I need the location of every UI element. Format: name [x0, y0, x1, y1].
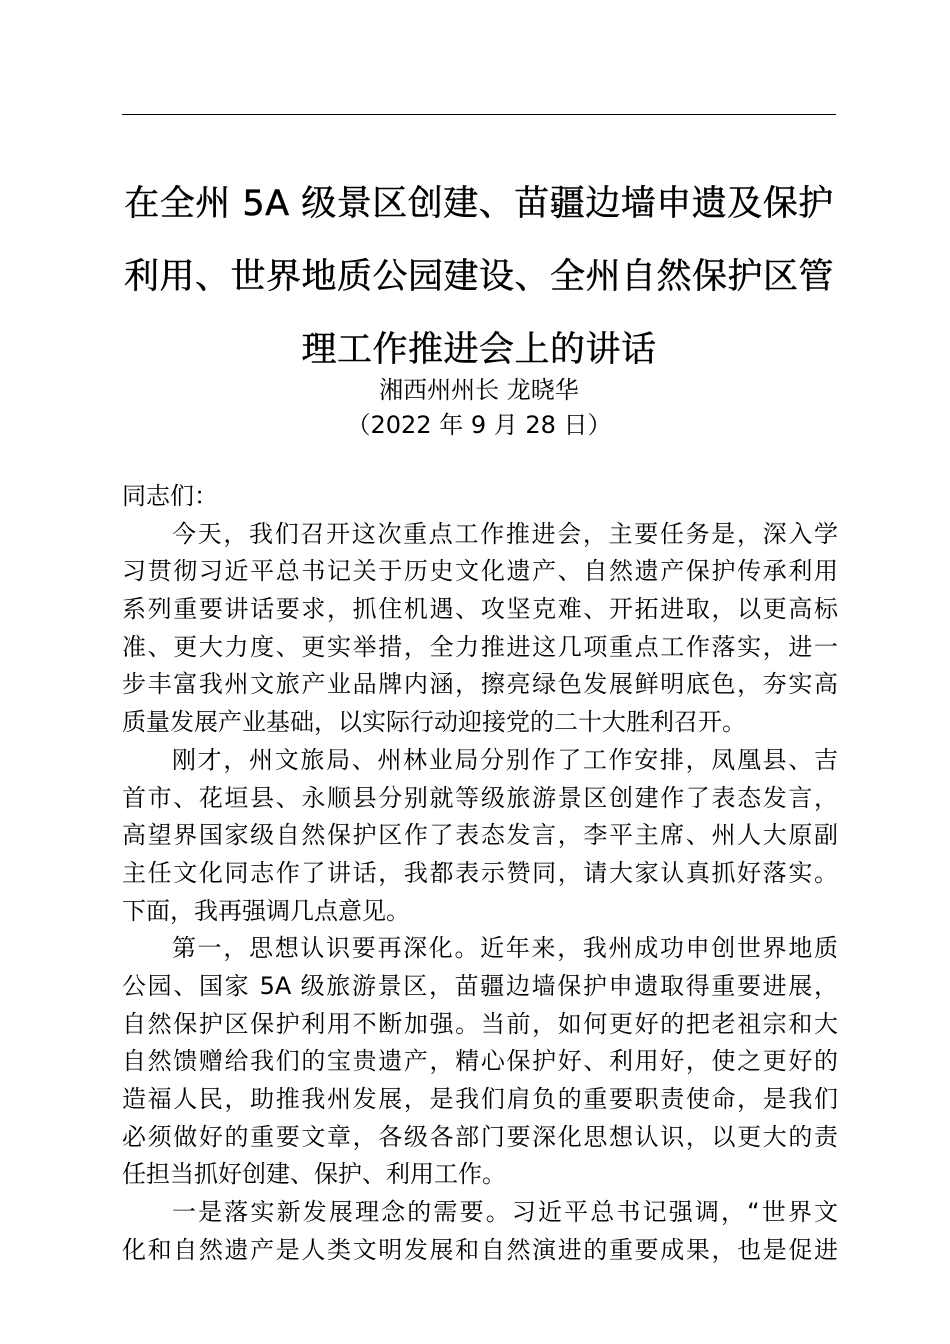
document-title — [122, 168, 836, 387]
body-line: 今天，我们召开这次重点工作推进会，主要任务是，深入学 — [172, 519, 838, 548]
author-line: 湘西州州长 龙晓华 — [379, 376, 579, 404]
body-line: 任担当抓好创建、保护、利用工作。 — [122, 1160, 506, 1189]
date-line: （2022 年 9 月 28 日） — [346, 411, 612, 439]
body-line: 造福人民，助推我州发展，是我们肩负的重要职责使命，是我们 — [122, 1085, 838, 1113]
body-line: 步丰富我州文旅产业品牌内涵，擦亮绿色发展鲜明底色，夯实高 — [122, 670, 838, 699]
title-line: 在全州 5A 级景区创建、苗疆边墙申遗及保护 — [124, 184, 834, 224]
body-line: 自然保护区保护利用不断加强。当前，如何更好的把老祖宗和大 — [122, 1009, 838, 1038]
body-line: 主任文化同志作了讲话，我都表示赞同，请大家认真抓好落实。 — [122, 858, 838, 887]
body-line: 准、更大力度、更实举措，全力推进这几项重点工作落实，进一 — [122, 632, 838, 661]
body-line: 自然馈赠给我们的宝贵遗产，精心保护好、利用好，使之更好的 — [122, 1047, 838, 1076]
salutation: 同志们： — [122, 482, 218, 510]
body-line: 习贯彻习近平总书记关于历史文化遗产、自然遗产保护传承利用 — [122, 557, 838, 586]
body-line: 第一，思想认识要再深化。近年来，我州成功申创世界地质 — [172, 934, 838, 963]
body-line: 必须做好的重要文章，各级各部门要深化思想认识，以更大的责 — [122, 1122, 838, 1151]
body-line: 首市、花垣县、永顺县分别就等级旅游景区创建作了表态发言， — [122, 783, 838, 812]
body-line: 一是落实新发展理念的需要。习近平总书记强调，“世界文 — [172, 1198, 838, 1227]
body-line: 下面，我再强调几点意见。 — [122, 896, 410, 925]
body-line: 公园、国家 5A 级旅游景区，苗疆边墙保护申遗取得重要进展， — [122, 971, 838, 1000]
header-rule — [122, 114, 836, 115]
body-line: 高望界国家级自然保护区作了表态发言，李平主席、州人大原副 — [122, 821, 838, 850]
document-body — [122, 478, 838, 1269]
title-line: 利用、世界地质公园建设、全州自然保护区管 — [123, 257, 834, 297]
body-line: 化和自然遗产是人类文明发展和自然演进的重要成果，也是促进 — [122, 1235, 838, 1264]
title-line: 理工作推进会上的讲话 — [301, 330, 657, 370]
body-line: 刚才，州文旅局、州林业局分别作了工作安排，凤凰县、吉 — [172, 745, 838, 774]
body-line: 质量发展产业基础，以实际行动迎接党的二十大胜利召开。 — [122, 708, 746, 737]
body-line: 系列重要讲话要求，抓住机遇、攻坚克难、开拓进取，以更高标 — [122, 595, 838, 624]
